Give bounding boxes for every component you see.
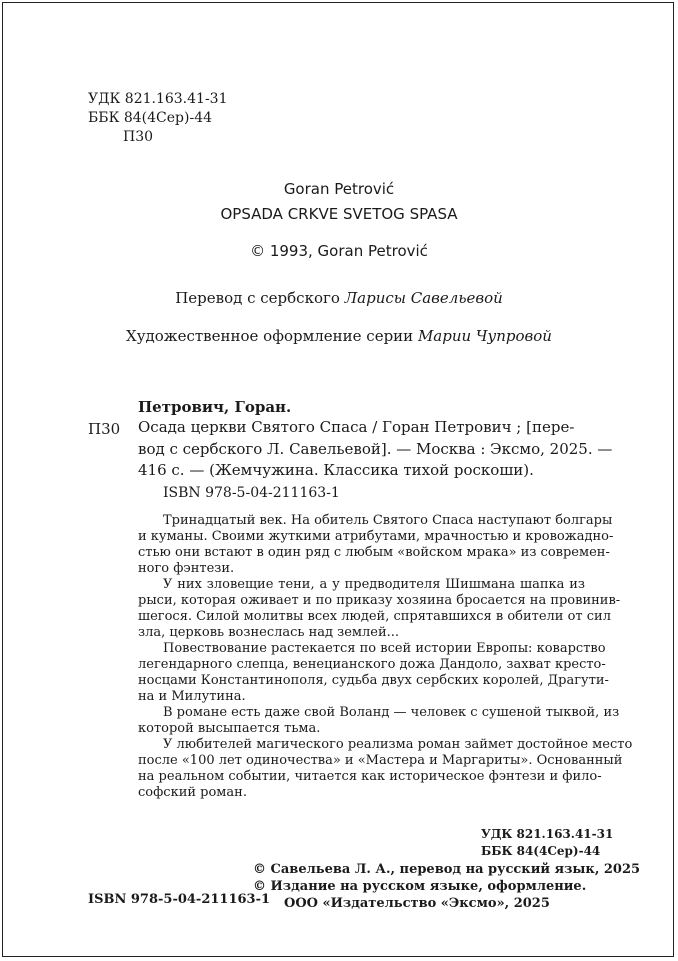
annotation-line: на и Милутина. — [138, 689, 246, 704]
author-mark: П30 — [123, 129, 154, 145]
annotation-line: шегося. Силой молитвы всех людей, спрятавшихся в обители от сил — [138, 609, 611, 624]
annotation-line: Тринадцатый век. На обитель Святого Спаса наступают болгары — [163, 513, 613, 528]
udk-code: УДК 821.163.41-31 — [88, 91, 228, 107]
annotation-line: после «100 лет одиночества» и «Мастера и Маргариты». Основанный — [138, 753, 623, 768]
page-border — [2, 2, 674, 957]
bibliographic-line: вод с сербского Л. Савельевой]. — Москва : Эксмо, 2025. — — [138, 440, 613, 458]
footer-bbk: ББК 84(4Сер)-44 — [481, 844, 601, 858]
annotation-line: легендарного слепца, венецианского дожа Дандоло, захват кресто- — [138, 657, 606, 672]
annotation-line: и куманы. Своими жуткими атрибутами, мрачностью и кровожадно- — [138, 529, 614, 544]
original-title: OPSADA CRKVE SVETOG SPASA — [220, 205, 458, 223]
bbk-code: ББК 84(4Сер)-44 — [88, 110, 213, 126]
annotation-line: которой высыпается тьма. — [138, 721, 321, 736]
annotation-line: Повествование растекается по всей истории Европы: коварство — [163, 641, 606, 656]
design-prefix: Художественное оформление серии — [126, 327, 418, 345]
designer-name: Марии Чупровой — [417, 327, 552, 345]
annotation-line: носцами Константинополя, судьба двух сербских королей, Драгути- — [138, 673, 609, 688]
original-author: Goran Petrović — [283, 180, 395, 198]
footer-udk: УДК 821.163.41-31 — [481, 827, 614, 841]
copyright-line: ООО «Издательство «Эксмо», 2025 — [284, 896, 550, 911]
copyright-line: © Издание на русском языке, оформление. — [253, 879, 587, 894]
design-credit — [0, 327, 678, 345]
translator-name: Ларисы Савельевой — [344, 289, 503, 307]
bibliographic-isbn: ISBN 978-5-04-211163-1 — [163, 485, 340, 501]
translation-prefix: Перевод с сербского — [175, 289, 345, 307]
annotation — [138, 513, 633, 801]
annotation-line: У любителей магического реализма роман займет достойное место — [163, 737, 633, 752]
annotation-line: на реальном событии, читается как историческое фэнтези и фило- — [138, 769, 602, 784]
bibliographic-line: 416 с. — (Жемчужина. Классика тихой роскоши). — [138, 461, 534, 479]
annotation-line: У них зловещие тени, а у предводителя Шишмана шапка из — [163, 577, 585, 592]
annotation-line: стью они встают в один ряд с любым «войском мрака» из современ- — [138, 545, 610, 560]
annotation-line: софский роман. — [138, 785, 247, 800]
annotation-line: ного фэнтези. — [138, 561, 235, 576]
translation-credit — [0, 289, 678, 307]
annotation-line: В романе есть даже свой Воланд — человек с сушеной тыквой, из — [163, 705, 620, 720]
footer-isbn: ISBN 978-5-04-211163-1 — [88, 892, 271, 907]
annotation-line: зла, церковь вознеслась над землей... — [138, 625, 400, 640]
bibliographic-line: Осада церкви Святого Спаса / Горан Петрович ; [пере- — [138, 418, 575, 436]
bibliographic-heading: Петрович, Горан. — [138, 398, 292, 416]
bibliographic-mark: П30 — [88, 420, 121, 438]
annotation-line: рыси, которая оживает и по приказу хозяина бросается на провинив- — [138, 593, 621, 608]
original-copyright: © 1993, Goran Petrović — [250, 242, 428, 260]
copyright-line: © Савельева Л. А., перевод на русский язык, 2025 — [253, 862, 641, 877]
